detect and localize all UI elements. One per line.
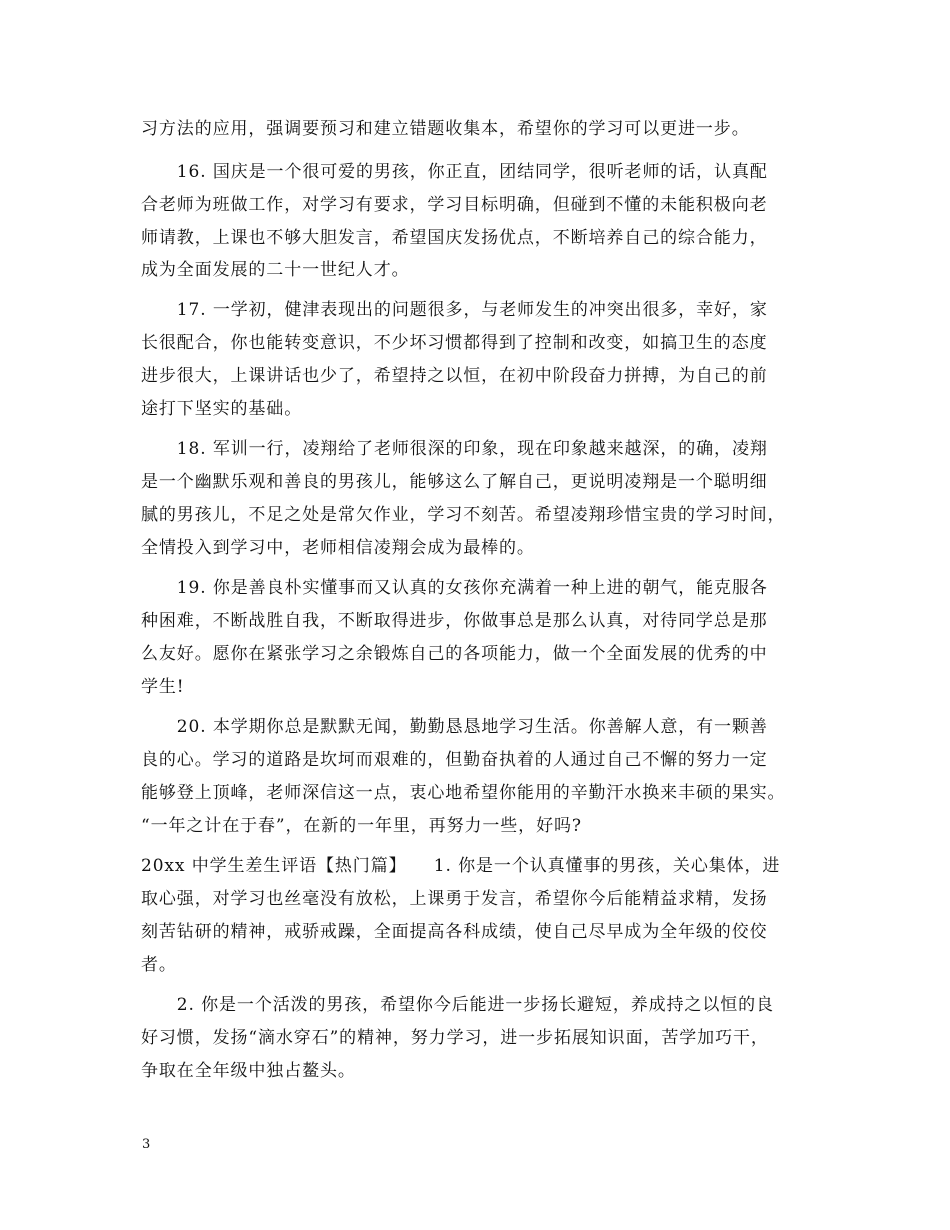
text-line: 腻的男孩儿，不足之处是常欠作业，学习不刻苦。希望凌翔珍惜宝贵的学习时间， <box>141 505 786 525</box>
text-line: 能够登上顶峰，老师深信这一点，衷心地希望你能用的辛勤汗水换来丰硕的果实。 <box>141 783 786 803</box>
text-line: 途打下坚实的基础。 <box>141 399 303 419</box>
text-line: 20xx 中学生差生评语【热门篇】 1. 你是一个认真懂事的男孩，关心集体，进 <box>141 856 781 876</box>
text-line: 18. 军训一行，凌翔给了老师很深的印象，现在印象越来越深，的确，凌翔 <box>141 439 768 459</box>
text-line: 17. 一学初，健津表现出的问题很多，与老师发生的冲突出很多，幸好，家 <box>141 300 768 320</box>
text-line: 长很配合，你也能转变意识，不少坏习惯都得到了控制和改变，如搞卫生的态度 <box>141 333 768 353</box>
text-line: 取心强，对学习也丝毫没有放松，上课勇于发言，希望你今后能精益求精，发扬 <box>141 889 768 909</box>
text-line: “一年之计在于春”，在新的一年里，再努力一些，好吗? <box>141 816 582 836</box>
text-line: 19. 你是善良朴实懂事而又认真的女孩你充满着一种上进的朝气，能克服各 <box>141 578 768 598</box>
text-line: 进步很大，上课讲话也少了，希望持之以恒，在初中阶段奋力拼搏，为自己的前 <box>141 366 768 386</box>
text-line: 么友好。愿你在紧张学习之余锻炼自己的各项能力，做一个全面发展的优秀的中 <box>141 644 768 664</box>
text-line: 全情投入到学习中，老师相信凌翔会成为最棒的。 <box>141 538 535 558</box>
text-line: 良的心。学习的道路是坎坷而艰难的，但勤奋执着的人通过自己不懈的努力一定 <box>141 750 768 770</box>
text-line: 是一个幽默乐观和善良的男孩儿，能够这么了解自己，更说明凌翔是一个聪明细 <box>141 472 768 492</box>
text-line: 习方法的应用，强调要预习和建立错题收集本，希望你的学习可以更进一步。 <box>141 119 750 139</box>
text-line: 2. 你是一个活泼的男孩，希望你今后能进一步扬长避短，养成持之以恒的良 <box>141 995 774 1015</box>
text-line: 者。 <box>141 955 177 975</box>
text-line: 好习惯，发扬“滴水穿石”的精神，努力学习，进一步拓展知识面，苦学加巧干， <box>141 1028 769 1048</box>
text-line: 学生! <box>141 677 185 697</box>
text-line: 刻苦钻研的精神，戒骄戒躁，全面提高各科成绩，使自己尽早成为全年级的佼佼 <box>141 922 768 942</box>
text-line: 合老师为班做工作，对学习有要求，学习目标明确，但碰到不懂的未能积极向老 <box>141 195 768 215</box>
text-line: 成为全面发展的二十一世纪人才。 <box>141 260 410 280</box>
page-number: 3 <box>142 1137 151 1152</box>
text-line: 种困难，不断战胜自我，不断取得进步，你做事总是那么认真，对待同学总是那 <box>141 611 768 631</box>
text-line: 师请教，上课也不够大胆发言，希望国庆发扬优点，不断培养自己的综合能力， <box>141 228 768 248</box>
text-line: 争取在全年级中独占鳌头。 <box>141 1061 356 1081</box>
text-line: 16. 国庆是一个很可爱的男孩，你正直，团结同学，很听老师的话，认真配 <box>141 162 768 182</box>
text-line: 20. 本学期你总是默默无闻，勤勤恳恳地学习生活。你善解人意，有一颗善 <box>141 717 768 737</box>
